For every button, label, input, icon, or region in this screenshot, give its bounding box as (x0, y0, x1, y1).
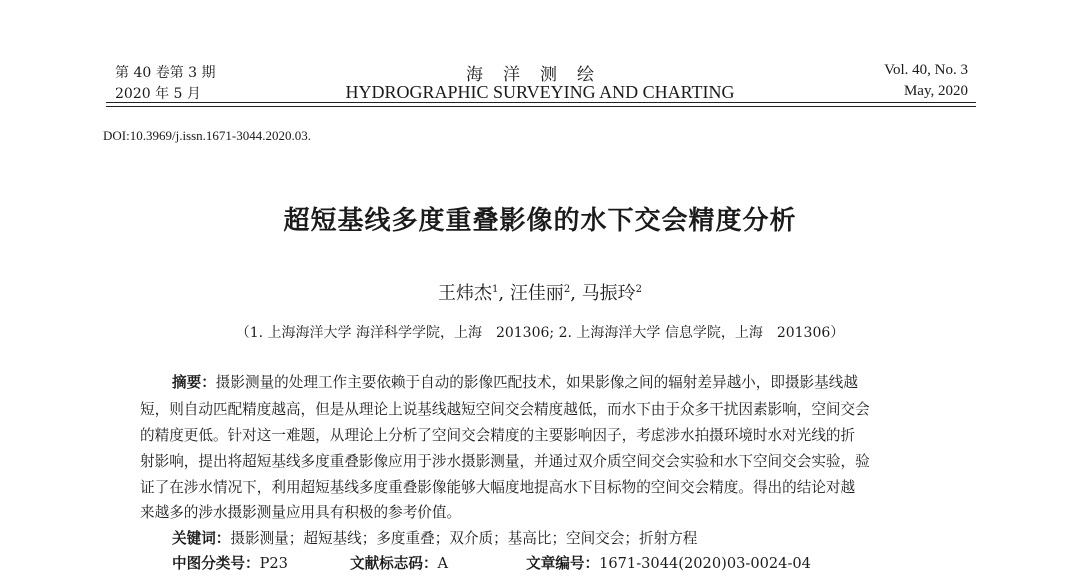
doi[interactable]: DOI:10.3969/j.issn.1671-3044.2020.03. (103, 128, 311, 143)
affiliations: （1. 上海海洋大学 海洋科学学院，上海 201306; 2. 上海海洋大学 信息学院，上海 201306） (235, 325, 845, 341)
journal-name-en: HYDROGRAPHIC SURVEYING AND CHARTING (345, 82, 735, 102)
journal-name-cn: 海洋测绘 (466, 65, 614, 85)
clc-label: 中图分类号： (172, 555, 260, 572)
abstract-line: 证了在涉水情况下，利用超短基线多度重叠影像能够大幅度地提高水下目标物的空间交会精度。得出的结论对越 (140, 479, 856, 496)
abstract-line: 射影响，提出将超短基线多度重叠影像应用于涉水摄影测量，并通过双介质空间交会实验和水下空间交会实验，验 (140, 453, 870, 470)
keywords (172, 527, 697, 548)
author-affiliation-mark: 2 (563, 284, 571, 295)
author-name: 汪佳丽 (509, 283, 564, 304)
author-affiliation-mark: 2 (635, 284, 643, 295)
volume-cn: 第 40 卷第 3 期 (115, 65, 216, 81)
author-name: 王炜杰 (437, 283, 492, 304)
header-rule-thick (106, 102, 976, 103)
keywords-text: 摄影测量；超短基线；多度重叠；双介质；基高比；空间交会；折射方程 (230, 530, 698, 547)
author-list: 王炜杰$^1$, 汪佳丽$^2$, 马振玲$^2$ (437, 283, 643, 304)
doc-code-value: A (437, 555, 449, 572)
abstract-text: 摄影测量的处理工作主要依赖于自动的影像匹配技术，如果影像之间的辐射差异越小，即摄影基线越 (215, 374, 858, 391)
volume-en: Vol. 40, No. 3 (884, 62, 968, 78)
article-number-value: 1671-3044(2020)03-0024-04 (599, 555, 811, 572)
header-rule-thin (106, 106, 976, 107)
abstract-line: 短，则自动匹配精度越高，但是从理论上说基线越短空间交会精度越低，而水下由于众多干扰因素影响，空间交会 (140, 401, 870, 418)
clc-value: P23 (259, 555, 288, 572)
author-name: 马振玲 (581, 283, 636, 304)
abstract-line: 的精度更低。针对这一难题，从理论上分析了空间交会精度的主要影响因子，考虑涉水拍摄环境时水对光线的折 (140, 427, 856, 444)
doc-code-label: 文献标志码： (349, 555, 438, 572)
author-affiliation-mark: 1 (491, 284, 499, 295)
article-number-label: 文章编号： (526, 555, 600, 572)
keywords-label: 关键词： (172, 530, 231, 547)
abstract-label: 摘要： (172, 374, 216, 391)
date-en: May, 2020 (903, 83, 968, 99)
paper-title: 超短基线多度重叠影像的水下交会精度分析 (283, 206, 797, 236)
date-cn: 2020 年 5 月 (115, 86, 201, 102)
abstract-line (172, 371, 858, 392)
classification-row (172, 552, 811, 573)
abstract-line: 来越多的涉水摄影测量应用具有积极的参考价值。 (140, 504, 462, 521)
